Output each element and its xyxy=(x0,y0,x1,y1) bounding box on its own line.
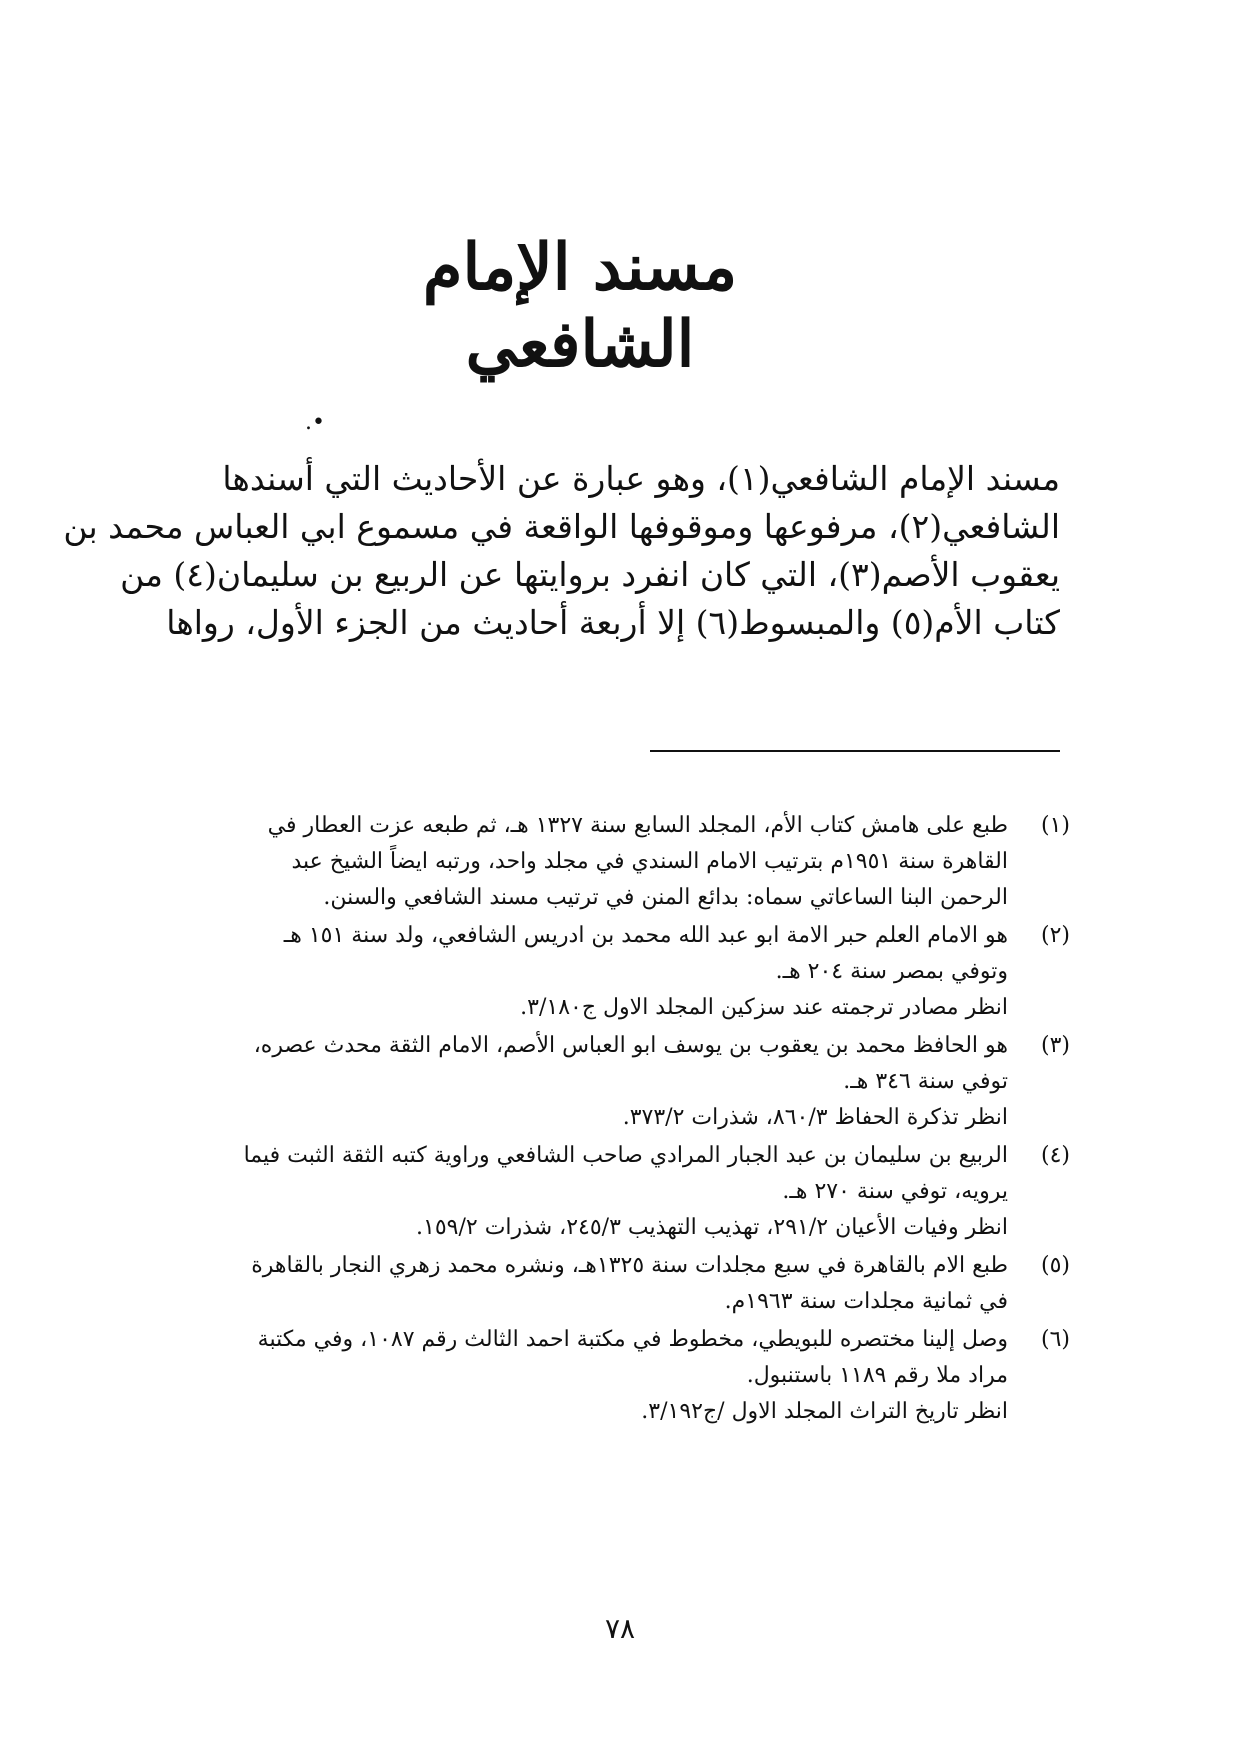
footnote-line: انظر مصادر ترجمته عند سزكين المجلد الاول ج٣/١٨٠. xyxy=(520,995,1008,1020)
footnote-number: (٤) xyxy=(1040,1143,1070,1168)
footnote-1 xyxy=(160,808,1070,916)
footnote-line: انظر تذكرة الحفاظ ٨٦٠/٣، شذرات ٣٧٣/٢. xyxy=(622,1105,1008,1130)
footnote-line: طبع الام بالقاهرة في سبع مجلدات سنة ١٣٢٥هـ، ونشره محمد زهري النجار بالقاهرة xyxy=(251,1253,1008,1278)
footnote-separator xyxy=(650,750,1060,752)
ornament-mark: •. xyxy=(305,410,325,435)
footnote-line: طبع على هامش كتاب الأم، المجلد السابع سنة ١٣٢٧ هـ، ثم طبعه عزت العطار في xyxy=(267,813,1008,838)
footnote-line: الربيع بن سليمان بن عبد الجبار المرادي صاحب الشافعي وراوية كتبه الثقة الثبت فيما xyxy=(243,1143,1008,1168)
body-line: الشافعي(٢)، مرفوعها وموقوفها الواقعة في مسموع ابي العباس محمد بن xyxy=(63,507,1060,546)
footnote-text xyxy=(160,1028,1008,1136)
page-title: مسند الإمام الشافعي xyxy=(422,230,738,382)
footnote-line: توفي سنة ٣٤٦ هـ. xyxy=(843,1069,1008,1094)
footnote-line: في ثمانية مجلدات سنة ١٩٦٣م. xyxy=(724,1289,1008,1314)
footnote-text xyxy=(160,1138,1008,1246)
footnote-3 xyxy=(160,1028,1070,1136)
body-line: يعقوب الأصم(٣)، التي كان انفرد بروايتها عن الربيع بن سليمان(٤) من xyxy=(120,555,1060,594)
footnote-line: القاهرة سنة ١٩٥١م بترتيب الامام السندي في مجلد واحد، ورتبه ايضاً الشيخ عبد xyxy=(291,849,1008,874)
footnote-line: وتوفي بمصر سنة ٢٠٤ هـ. xyxy=(775,959,1008,984)
footnote-line: هو الحافظ محمد بن يعقوب بن يوسف ابو العباس الأصم، الامام الثقة محدث عصره، xyxy=(253,1033,1008,1058)
footnote-text xyxy=(160,1322,1008,1430)
body-paragraph xyxy=(63,455,1060,647)
footnote-text xyxy=(160,918,1008,1026)
footnotes xyxy=(160,808,1070,1432)
footnote-line: يرويه، توفي سنة ٢٧٠ هـ. xyxy=(782,1179,1008,1204)
body-line: مسند الإمام الشافعي(١)، وهو عبارة عن الأحاديث التي أسندها xyxy=(222,459,1060,498)
footnote-text xyxy=(160,808,1008,916)
footnote-line: هو الامام العلم حبر الامة ابو عبد الله محمد بن ادريس الشافعي، ولد سنة ١٥١ هـ xyxy=(283,923,1008,948)
footnote-number: (١) xyxy=(1040,813,1070,838)
footnote-text xyxy=(160,1248,1008,1320)
footnote-number: (٥) xyxy=(1040,1253,1070,1278)
footnote-line: مراد ملا رقم ١١٨٩ باستنبول. xyxy=(746,1363,1008,1388)
footnote-number: (٢) xyxy=(1040,923,1070,948)
page-number: ٧٨ xyxy=(604,1612,636,1645)
footnote-2 xyxy=(160,918,1070,1026)
footnote-number: (٣) xyxy=(1040,1033,1070,1058)
footnote-line: وصل إلينا مختصره للبويطي، مخطوط في مكتبة احمد الثالث رقم ١٠٨٧، وفي مكتبة xyxy=(257,1327,1008,1352)
footnote-6 xyxy=(160,1322,1070,1430)
body-line: كتاب الأم(٥) والمبسوط(٦) إلا أربعة أحاديث من الجزء الأول، رواها xyxy=(166,603,1060,642)
footnote-line: انظر وفيات الأعيان ٢٩١/٢، تهذيب التهذيب ٢٤٥/٣، شذرات ١٥٩/٢. xyxy=(416,1215,1008,1240)
footnote-line: الرحمن البنا الساعاتي سماه: بدائع المنن في ترتيب مسند الشافعي والسنن. xyxy=(323,885,1008,910)
footnote-line: انظر تاريخ التراث المجلد الاول /ج٣/١٩٢. xyxy=(641,1399,1008,1424)
footnote-5 xyxy=(160,1248,1070,1320)
footnote-4 xyxy=(160,1138,1070,1246)
footnote-number: (٦) xyxy=(1040,1327,1070,1352)
